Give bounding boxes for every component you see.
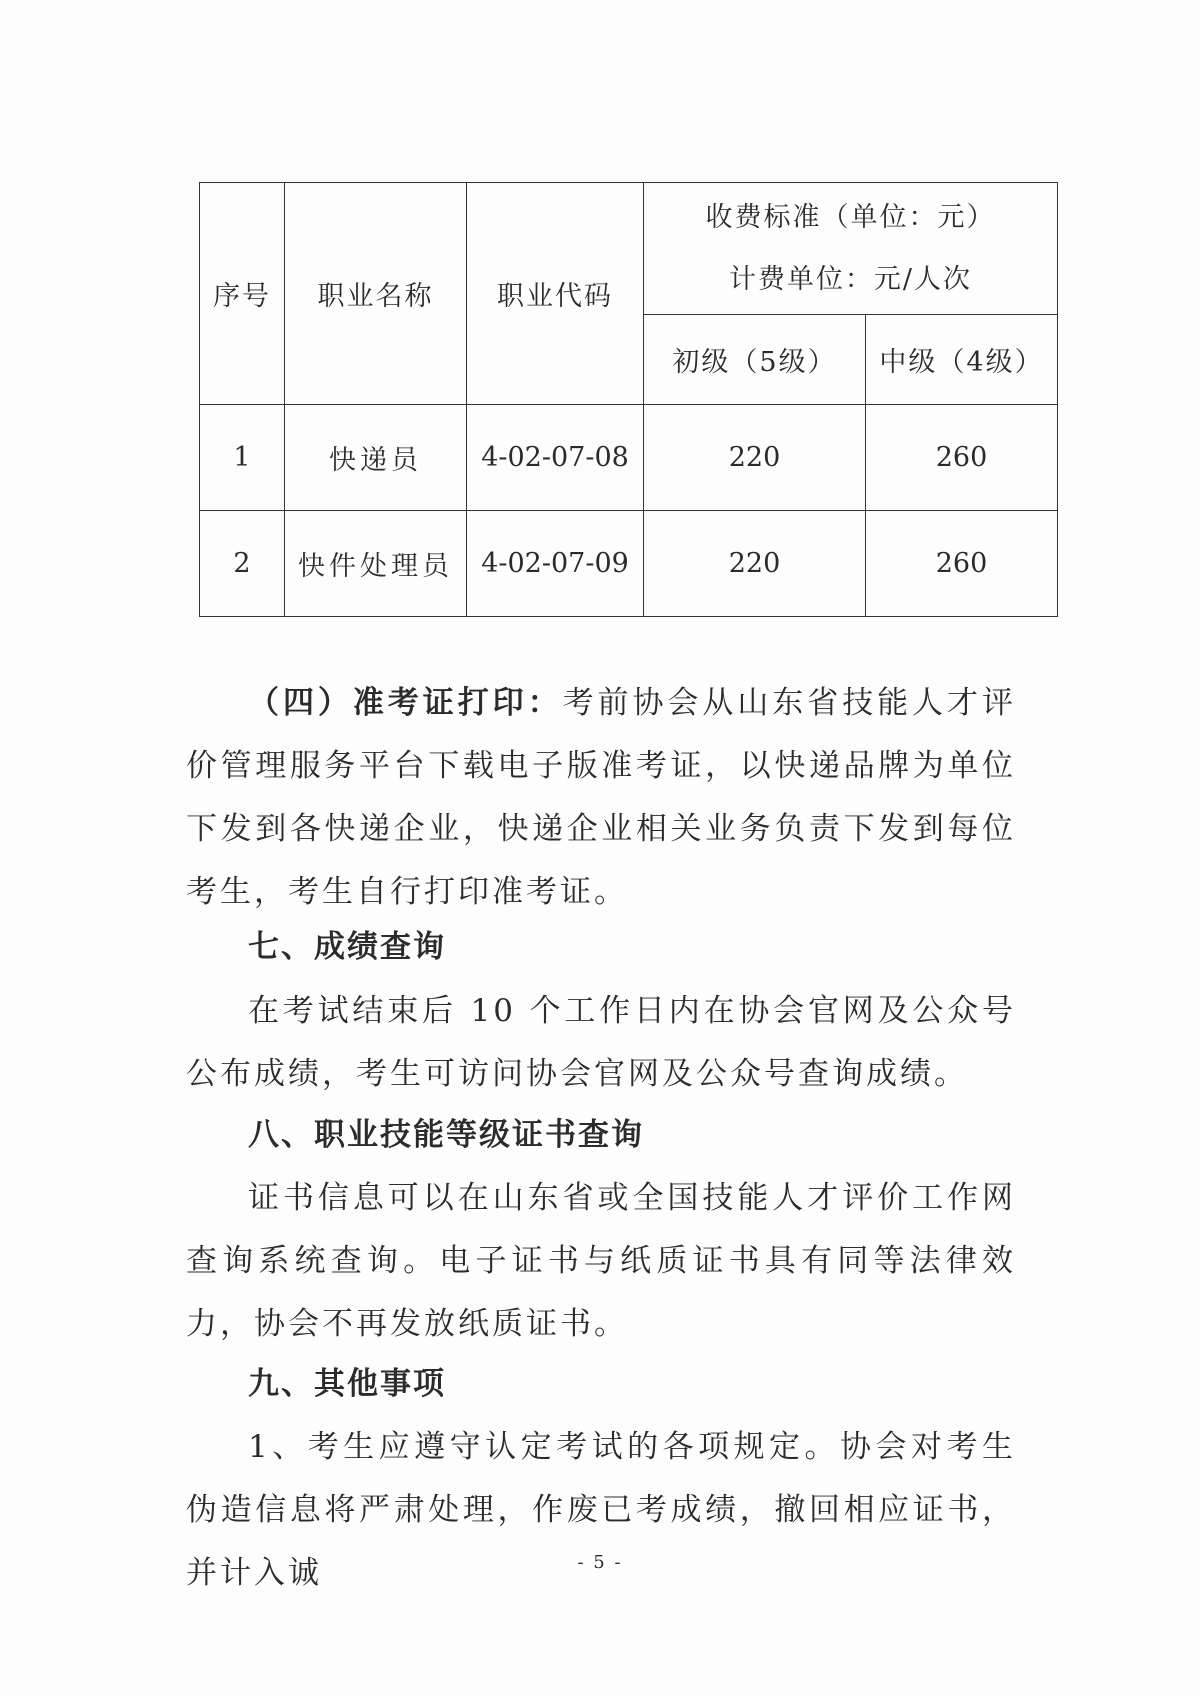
header-fee-standard: 收费标准（单位：元） [705,201,996,233]
section-7-paragraph: 在考试结束后 10 个工作日内在协会官网及公众号公布成绩，考生可访问协会官网及公众号查询成绩。 [186,993,1016,1092]
page-number: - 5 - [577,1552,623,1573]
header-job-name: 职业名称 [285,183,467,405]
admission-text: 考前协会从山东省技能人才评价管理服务平台下载电子版准考证，以快递品牌为单位下发到各快递企业，快递企业相关业务负责下发到每位考生，考生自行打印准考证。 [186,685,1017,910]
cell-index: 2 [200,511,285,617]
table-header-row [200,183,1058,315]
header-fee [644,183,1058,315]
table-row [200,511,1058,617]
section-8-paragraph: 证书信息可以在山东省或全国技能人才评价工作网查询系统查询。电子证书与纸质证书具有同等法律效力，协会不再发放纸质证书。 [186,1180,1016,1342]
cell-job-code: 4-02-07-08 [467,405,644,511]
header-index: 序号 [200,183,285,405]
cell-job-code: 4-02-07-09 [467,511,644,617]
cell-index: 1 [200,405,285,511]
cell-junior-fee: 220 [644,405,866,511]
cell-job-name: 快递员 [285,405,467,511]
fee-table [199,182,1058,617]
section-9-item-1: 1、考生应遵守认定考试的各项规定。协会对考生伪造信息将严肃处理，作废已考成绩，撤回相应证书，并计入诚 [186,1429,1016,1591]
section-8-heading: 八、职业技能等级证书查询 [248,1117,644,1153]
header-fee-unit: 计费单位：元/人次 [728,263,973,295]
header-level-intermediate: 中级（4级） [866,315,1058,405]
cell-intermediate-fee: 260 [866,511,1058,617]
cell-junior-fee: 220 [644,511,866,617]
header-level-junior: 初级（5级） [644,315,866,405]
header-job-code: 职业代码 [467,183,644,405]
cell-intermediate-fee: 260 [866,405,1058,511]
cell-job-name: 快件处理员 [285,511,467,617]
admission-paragraph [186,672,1016,924]
table-row [200,405,1058,511]
admission-label: （四）准考证打印： [248,685,563,721]
section-9-heading: 九、其他事项 [248,1366,446,1402]
section-7-heading: 七、成绩查询 [248,929,446,965]
